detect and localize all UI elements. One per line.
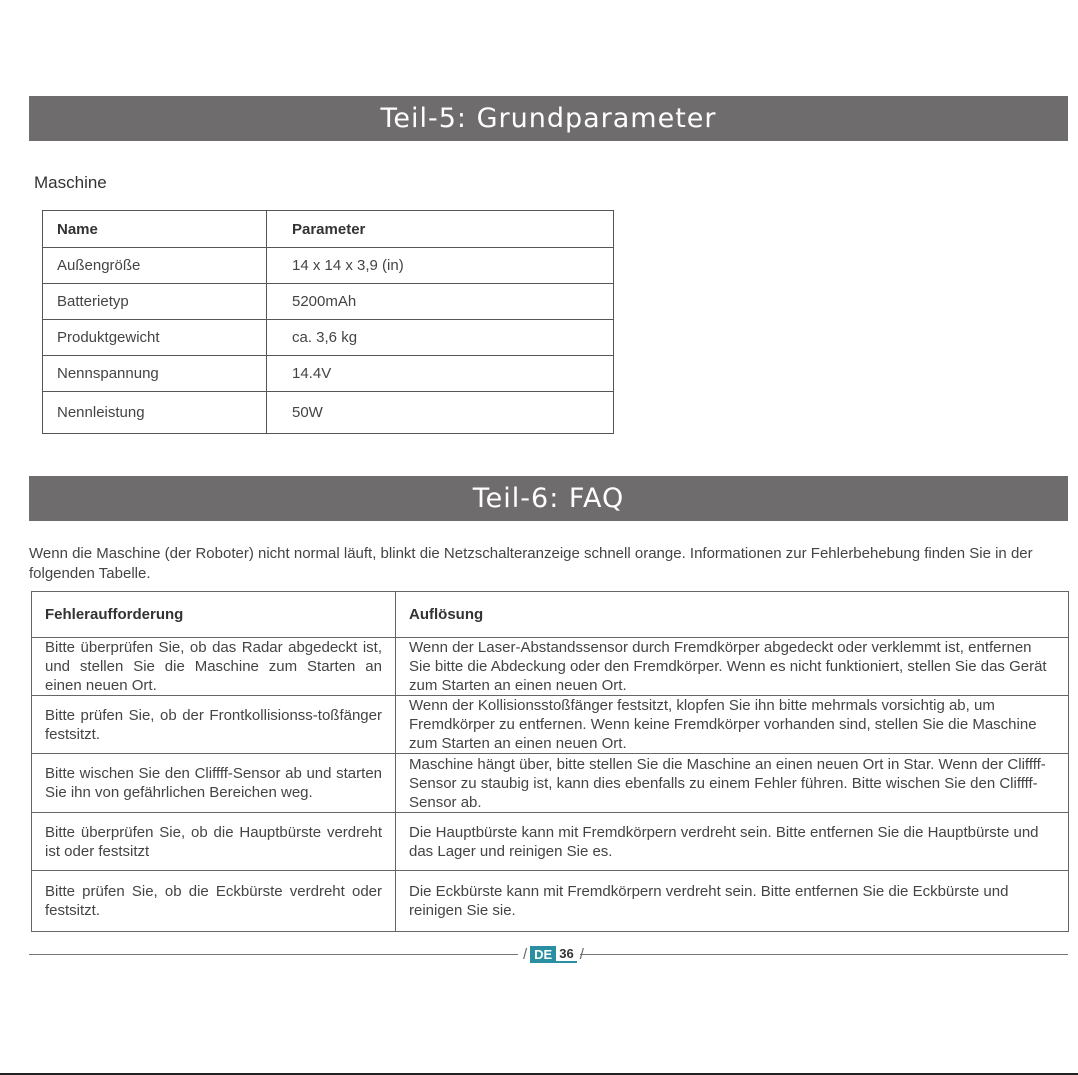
error-prompt: Bitte prüfen Sie, ob der Frontkollisionss-toßfänger festsitzt. [32, 696, 396, 754]
slash-decoration: / [523, 945, 528, 963]
param-value: 14 x 14 x 3,9 (in) [267, 248, 614, 284]
language-code: DE [530, 946, 556, 963]
param-value: ca. 3,6 kg [267, 320, 614, 356]
table-header-row [43, 211, 614, 248]
footer-divider-left [29, 954, 518, 955]
section-label-machine: Maschine [34, 173, 107, 192]
page-number-badge [520, 944, 587, 964]
solution-text: Wenn der Laser-Abstandssensor durch Fremdkörper abgedeckt oder verklemmt ist, entfernen Sie bitte die Abdeckung oder den Fremdkörper. Wenn es nicht funktioniert, stellen Sie das Gerät zum Starten an einen neuen Ort. [396, 638, 1069, 696]
table-header-row [32, 592, 1069, 638]
error-prompt: Bitte prüfen Sie, ob die Eckbürste verdreht oder festsitzt. [32, 871, 396, 932]
table-row [43, 320, 614, 356]
param-value: 50W [292, 404, 323, 421]
param-name: Produktgewicht [43, 320, 267, 356]
param-name: Außengröße [43, 248, 267, 284]
table-row [32, 871, 1069, 932]
faq-table [31, 591, 1069, 932]
error-prompt: Bitte wischen Sie den Cliffff-Sensor ab und starten Sie ihn von gefährlichen Bereichen weg. [32, 754, 396, 813]
solution-text: Wenn der Kollisionsstoßfänger festsitzt, klopfen Sie ihn bitte mehrmals vorsichtig ab, um Fremdkörper zu entfernen. Wenn keine Fremdkörper vorhanden sind, stellen Sie die Maschine zum Starten an einen neuen Ort. [396, 696, 1069, 754]
table-row [32, 638, 1069, 696]
param-name: Nennspannung [43, 356, 267, 392]
header-name: Name [43, 211, 267, 248]
page-number: 36 [556, 946, 576, 963]
solution-text: Die Hauptbürste kann mit Fremdkörpern verdreht sein. Bitte entfernen Sie die Hauptbürste und das Lager und reinigen Sie es. [396, 813, 1069, 871]
table-row [32, 754, 1069, 813]
header-error: Fehleraufforderung [32, 592, 396, 638]
param-name: Batterietyp [43, 284, 267, 320]
solution-text: Die Eckbürste kann mit Fremdkörpern verdreht sein. Bitte entfernen Sie die Eckbürste und reinigen Sie sie. [396, 871, 1069, 932]
param-value: 14.4V [267, 356, 614, 392]
param-name: Nennleistung [43, 392, 267, 434]
error-prompt: Bitte überprüfen Sie, ob die Hauptbürste verdreht ist oder festsitzt [32, 813, 396, 871]
part6-title: Teil-6: FAQ [472, 483, 625, 514]
table-row [43, 248, 614, 284]
table-row [32, 813, 1069, 871]
table-row [32, 696, 1069, 754]
param-value: 5200mAh [267, 284, 614, 320]
table-row [43, 284, 614, 320]
table-row [43, 356, 614, 392]
header-solution: Auflösung [396, 592, 1069, 638]
part5-title: Teil-5: Grundparameter [380, 103, 717, 134]
faq-intro: Wenn die Maschine (der Roboter) nicht normal läuft, blinkt die Netzschalteranzeige schnell orange. Informationen zur Fehlerbehebung finden Sie in der folgenden Tabelle. [29, 545, 1033, 582]
slash-decoration: / [579, 945, 584, 963]
table-row [43, 392, 614, 434]
part5-banner [29, 96, 1068, 141]
error-prompt: Bitte überprüfen Sie, ob das Radar abgedeckt ist, und stellen Sie die Maschine zum Starten an einen neuen Ort. [32, 638, 396, 696]
parameter-table [42, 210, 614, 434]
solution-text: Maschine hängt über, bitte stellen Sie die Maschine an einen neuen Ort in Star. Wenn der Cliffff-Sensor zu staubig ist, kann dies ebenfalls zu einem Fehler führen. Bitte wischen Sie den Cliffff-Sensor ab. [396, 754, 1069, 813]
footer-divider-right [580, 954, 1068, 955]
header-parameter: Parameter [267, 211, 614, 248]
part6-banner [29, 476, 1068, 521]
